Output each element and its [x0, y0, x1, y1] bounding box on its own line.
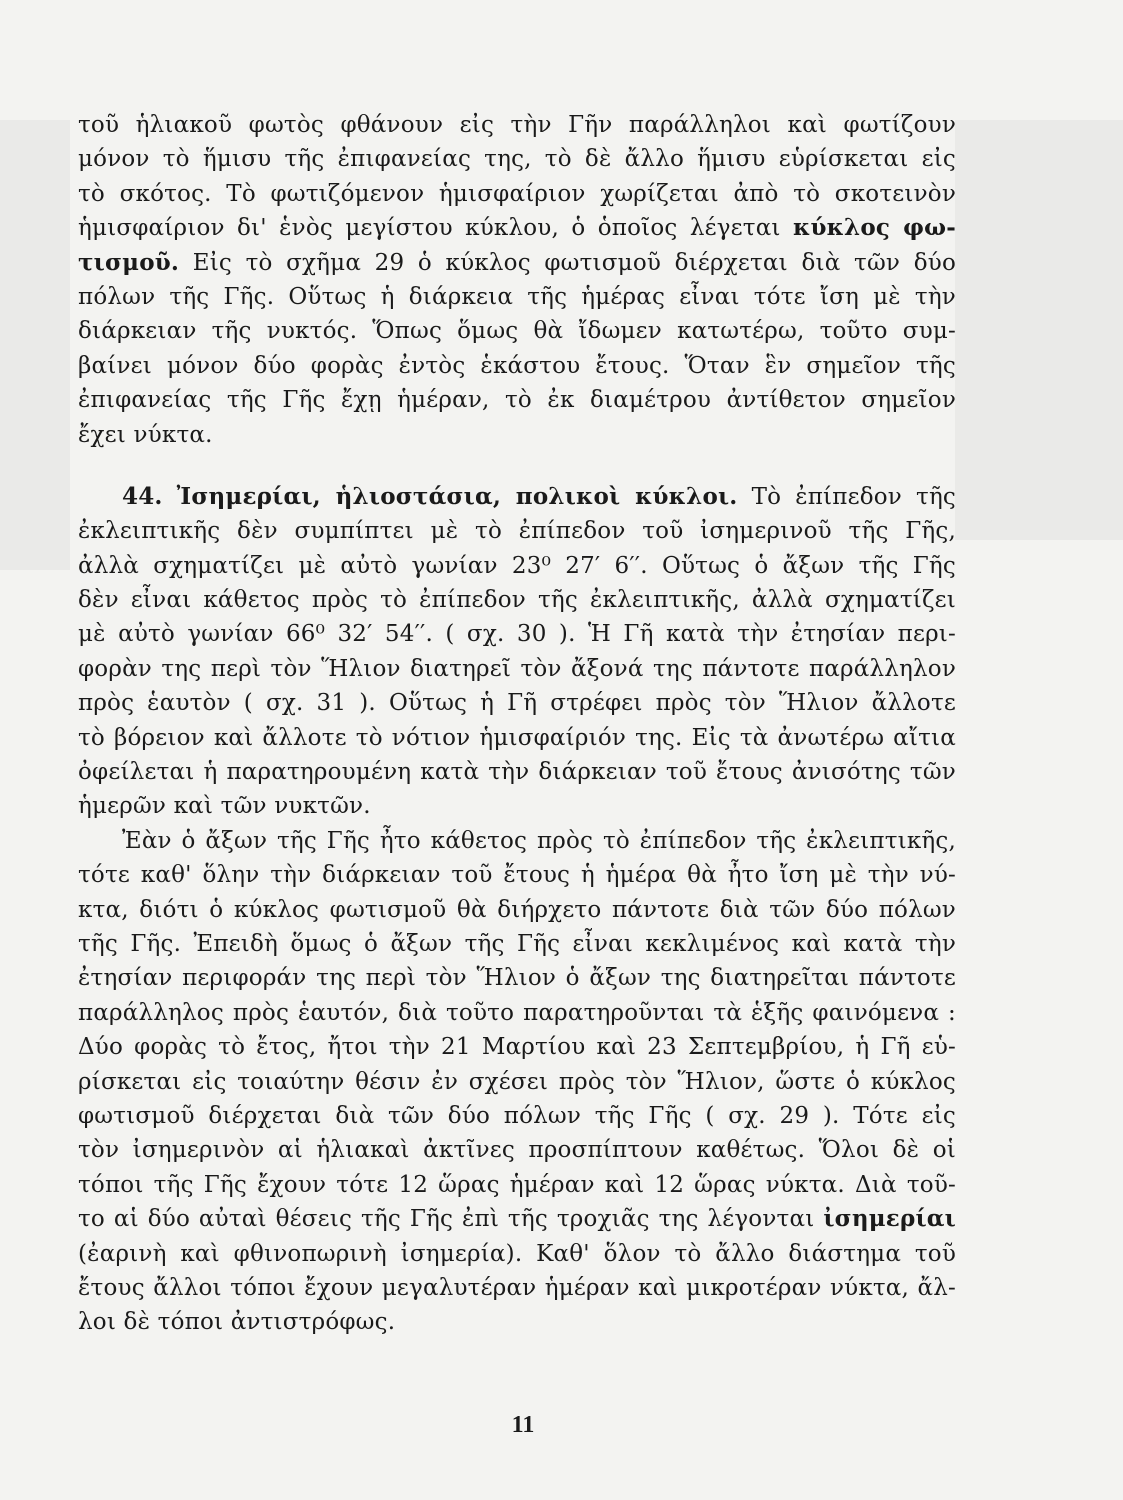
text-line: ἐκλειπτικῆς δὲν συμπίπτει μὲ τὸ ἐπίπεδον τοῦ ἰσημερινοῦ τῆς Γῆς,: [78, 518, 956, 545]
text-span: Τὸ ἐπίπεδον τῆς: [751, 483, 956, 510]
bold-term: ἰσημερίαι: [823, 1205, 956, 1233]
section-number: 44.: [122, 482, 163, 510]
bold-term: τισμοῦ.: [78, 248, 180, 276]
text-line: διάρκειαν τῆς νυκτός. Ὅπως ὅμως θὰ ἴδωμεν κατωτέρω, τοῦτο συμ-: [78, 318, 956, 345]
text-line: τόποι τῆς Γῆς ἔχουν τότε 12 ὥρας ἡμέραν καὶ 12 ὥρας νύκτα. Διὰ τοῦ-: [78, 1171, 956, 1198]
section-heading: Ἰσημερίαι, ἡλιοστάσια, πολικοὶ κύκλοι.: [176, 482, 738, 510]
text-line: ἔτους ἄλλοι τόποι ἔχουν μεγαλυτέραν ἡμέραν καὶ μικροτέραν νύκτα, ἄλ-: [78, 1274, 956, 1301]
text-line: τοῦ ἡλιακοῦ φωτὸς φθάνουν εἰς τὴν Γῆν παράλληλοι καὶ φωτίζουν: [78, 112, 956, 138]
text-line: τῆς Γῆς. Ἐπειδὴ ὅμως ὁ ἄξων τῆς Γῆς εἶναι κεκλιμένος καὶ κατὰ τὴν: [78, 930, 956, 957]
text-line: μὲ αὐτὸ γωνίαν 66⁰ 32′ 54′′. ( σχ. 30 ). Ἡ Γῆ κατὰ τὴν ἐτησίαν περι-: [78, 621, 956, 648]
text-line: λοι δὲ τόποι ἀντιστρόφως.: [78, 1309, 396, 1336]
text-line: ἀλλὰ σχηματίζει μὲ αὐτὸ γωνίαν 23⁰ 27′ 6′′. Οὕτως ὁ ἄξων τῆς Γῆς: [78, 552, 956, 579]
bold-term: κύκλος φω-: [793, 214, 956, 242]
body-text: [78, 108, 956, 1340]
text-line: τότε καθ' ὅλην τὴν διάρκειαν τοῦ ἔτους ἡ ἡμέρα θὰ ἦτο ἴση μὲ τὴν νύ-: [78, 862, 956, 889]
show-through-shadow: [0, 120, 70, 570]
text-line: ἐπιφανείας τῆς Γῆς ἔχῃ ἡμέραν, τὸ ἐκ διαμέτρου ἀντίθετον σημεῖον: [78, 387, 956, 414]
section-heading-line: [78, 480, 956, 514]
text-line: ἡμερῶν καὶ τῶν νυκτῶν.: [78, 793, 371, 820]
text-line: [78, 246, 956, 280]
text-line: τὸ βόρειον καὶ ἄλλοτε τὸ νότιον ἡμισφαίριόν της. Εἰς τὰ ἀνωτέρω αἴτια: [78, 724, 956, 751]
paragraph-gap: [78, 452, 956, 480]
text-line: Δύο φορὰς τὸ ἔτος, ἤτοι τὴν 21 Μαρτίου καὶ 23 Σεπτεμβρίου, ἡ Γῆ εὑ-: [78, 1034, 956, 1061]
text-line: παράλληλος πρὸς ἑαυτόν, διὰ τοῦτο παρατηροῦνται τὰ ἑξῆς φαινόμενα :: [78, 999, 956, 1026]
text-line: δὲν εἶναι κάθετος πρὸς τὸ ἐπίπεδον τῆς ἐκλειπτικῆς, ἀλλὰ σχηματίζει: [78, 587, 956, 614]
text-line: ρίσκεται εἰς τοιαύτην θέσιν ἐν σχέσει πρὸς τὸν Ἥλιον, ὥστε ὁ κύκλος: [78, 1068, 956, 1095]
text-line: βαίνει μόνον δύο φορὰς ἐντὸς ἑκάστου ἔτους. Ὅταν ἓν σημεῖον τῆς: [78, 352, 956, 379]
text-line: ἔχει νύκτα.: [78, 421, 213, 448]
text-span: Εἰς τὸ σχῆμα 29 ὁ κύκλος φωτισμοῦ διέρχεται διὰ τῶν δύο: [192, 249, 956, 276]
text-line: ἐτησίαν περιφοράν της περὶ τὸν Ἥλιον ὁ ἄξων της διατηρεῖται πάντοτε: [78, 965, 956, 992]
text-line: κτα, διότι ὁ κύκλος φωτισμοῦ θὰ διήρχετο πάντοτε διὰ τῶν δύο πόλων: [78, 896, 956, 923]
text-line: τὸ σκότος. Τὸ φωτιζόμενον ἡμισφαίριον χωρίζεται ἀπὸ τὸ σκοτεινὸν: [78, 180, 956, 207]
page-number: 11: [511, 1412, 535, 1438]
text-line: Ἐὰν ὁ ἄξων τῆς Γῆς ἦτο κάθετος πρὸς τὸ ἐπίπεδον τῆς ἐκλειπτικῆς,: [122, 827, 956, 854]
text-line: πόλων τῆς Γῆς. Οὕτως ἡ διάρκεια τῆς ἡμέρας εἶναι τότε ἴση μὲ τὴν: [78, 283, 956, 310]
text-line: ὀφείλεται ἡ παρατηρουμένη κατὰ τὴν διάρκειαν τοῦ ἔτους ἀνισότης τῶν: [78, 759, 956, 786]
text-line: φορὰν της περὶ τὸν Ἥλιον διατηρεῖ τὸν ἄξονά της πάντοτε παράλληλον: [78, 655, 956, 682]
text-line: μόνον τὸ ἥμισυ τῆς ἐπιφανείας της, τὸ δὲ ἄλλο ἥμισυ εὑρίσκεται εἰς: [78, 146, 956, 173]
show-through-shadow: [955, 120, 1123, 540]
text-span: ἡμισφαίριον δι' ἑνὸς μεγίστου κύκλου, ὁ ὁποῖος λέγεται: [78, 215, 781, 242]
text-line: [78, 1202, 956, 1236]
text-line: πρὸς ἑαυτὸν ( σχ. 31 ). Οὕτως ἡ Γῆ στρέφει πρὸς τὸν Ἥλιον ἄλλοτε: [78, 690, 956, 717]
text-line: φωτισμοῦ διέρχεται διὰ τῶν δύο πόλων τῆς Γῆς ( σχ. 29 ). Τότε εἰς: [78, 1102, 956, 1129]
text-line: (ἐαρινὴ καὶ φθινοπωρινὴ ἰσημερία). Καθ' ὅλον τὸ ἄλλο διάστημα τοῦ: [78, 1240, 956, 1267]
text-line: τὸν ἰσημερινὸν αἱ ἡλιακαὶ ἀκτῖνες προσπίπτουν καθέτως. Ὅλοι δὲ οἱ: [78, 1137, 956, 1164]
text-line: [78, 211, 956, 245]
text-span: το αἱ δύο αὐταὶ θέσεις τῆς Γῆς ἐπὶ τῆς τροχιᾶς της λέγονται: [78, 1206, 815, 1233]
